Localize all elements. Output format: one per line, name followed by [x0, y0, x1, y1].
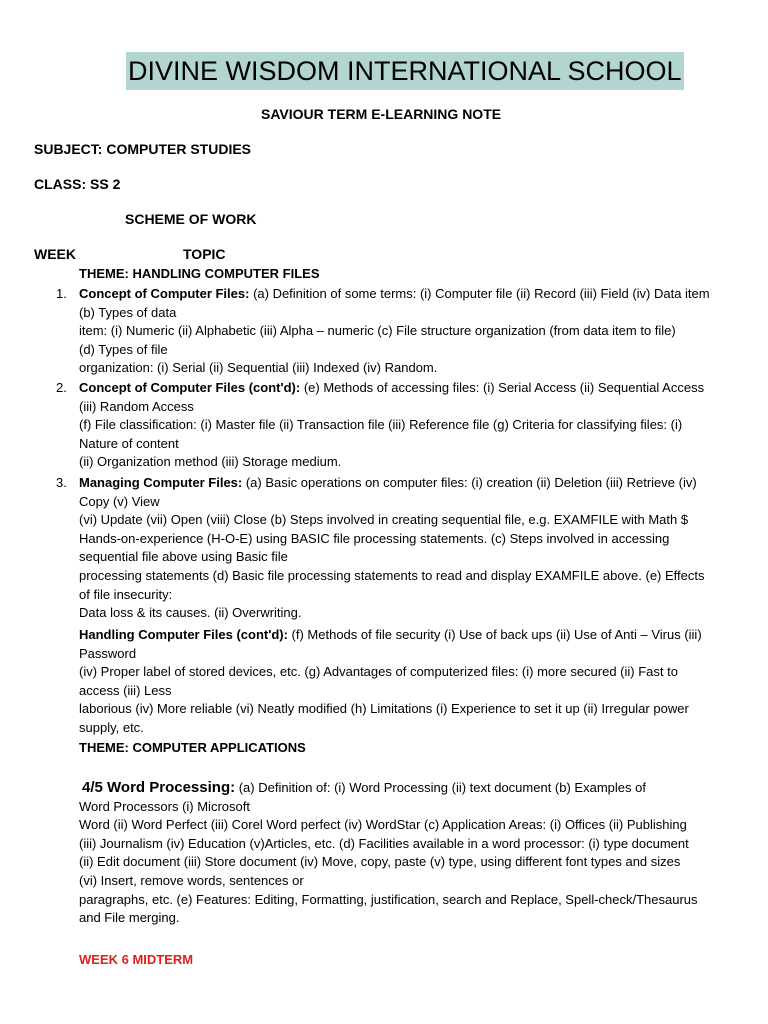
- item-text: processing statements (d) Basic file processing statements to read and display EXAMFILE above. (e) Effects: [79, 567, 705, 583]
- theme-handling-files: THEME: HANDLING COMPUTER FILES: [79, 266, 320, 281]
- item-text: (e) Methods of accessing files: (i) Serial Access (ii) Sequential Access: [300, 380, 705, 395]
- item-text: Copy (v) View: [79, 493, 160, 509]
- item-text: item: (i) Numeric (ii) Alphabetic (iii) Alpha – numeric (c) File structure organization (from data item to file): [79, 323, 676, 339]
- item-text: Hands-on-experience (H-O-E) using BASIC file processing statements. (c) Steps involved in accessing: [79, 530, 670, 546]
- class-line: CLASS: SS 2: [34, 176, 121, 192]
- section-text: (vi) Insert, remove words, sentences or: [79, 872, 304, 888]
- item-text: (b) Types of data: [79, 304, 177, 320]
- item-text: of file insecurity:: [79, 586, 173, 602]
- section-text: and File merging.: [79, 910, 180, 926]
- section-text: access (iii) Less: [79, 682, 172, 698]
- school-name: DIVINE WISDOM INTERNATIONAL SCHOOL: [126, 52, 684, 90]
- subject-line: SUBJECT: COMPUTER STUDIES: [34, 141, 252, 157]
- section-title: 4/5 Word Processing:: [82, 779, 236, 796]
- item-text: Data loss & its causes. (ii) Overwriting.: [79, 605, 302, 621]
- section-text: (ii) Edit document (iii) Store document (iv) Move, copy, paste (v) type, using different font types and sizes: [79, 854, 681, 870]
- item-number: 2.: [56, 380, 67, 395]
- item-text: organization: (i) Serial (ii) Sequential (iii) Indexed (iv) Random.: [79, 360, 438, 376]
- item-text: (ii) Organization method (iii) Storage medium.: [79, 454, 342, 470]
- list-item: [79, 474, 744, 623]
- item-title: Managing Computer Files:: [79, 475, 243, 490]
- word-processing-section: [79, 779, 744, 928]
- section-text: (f) Methods of file security (i) Use of back ups (ii) Use of Anti – Virus (iii): [287, 627, 702, 642]
- item-text: (iii) Random Access: [79, 398, 194, 414]
- section-text: Word (ii) Word Perfect (iii) Corel Word perfect (iv) WordStar (c) Application Areas: (i) Offices (ii) Publishing: [79, 817, 687, 833]
- topic-header: TOPIC: [183, 246, 226, 262]
- item-title: Concept of Computer Files (cont'd):: [79, 380, 301, 395]
- section-text: (iii) Journalism (iv) Education (v)Articles, etc. (d) Facilities available in a word processor: (i) type document: [79, 835, 689, 851]
- item-number: 1.: [56, 286, 67, 301]
- item-number: 3.: [56, 475, 67, 490]
- item-text: (d) Types of file: [79, 341, 168, 357]
- section-text: (a) Definition of: (i) Word Processing (ii) text document (b) Examples of: [235, 780, 646, 795]
- section-text: (iv) Proper label of stored devices, etc. (g) Advantages of computerized files: (i) more secured (ii) Fast to: [79, 664, 678, 680]
- section-title: Handling Computer Files (cont'd):: [79, 627, 288, 642]
- list-item: [79, 285, 744, 378]
- item-text: (f) File classification: (i) Master file (ii) Transaction file (iii) Reference file (g) Criteria for classifying files: (i): [79, 417, 683, 433]
- midterm-label: WEEK 6 MIDTERM: [79, 952, 194, 967]
- note-title: SAVIOUR TERM E-LEARNING NOTE: [261, 106, 502, 122]
- handling-files-section: [79, 626, 744, 738]
- item-text: (a) Definition of some terms: (i) Computer file (ii) Record (iii) Field (iv) Data item: [249, 286, 710, 301]
- section-text: supply, etc.: [79, 719, 144, 735]
- week-header: WEEK: [34, 246, 76, 262]
- item-text: sequential file above using Basic file: [79, 549, 288, 565]
- item-text: (a) Basic operations on computer files: (i) creation (ii) Deletion (iii) Retrieve (iv): [242, 475, 697, 490]
- section-text: Word Processors (i) Microsoft: [79, 798, 250, 814]
- section-text: paragraphs, etc. (e) Features: Editing, Formatting, justification, search and Replace, Spell-check/Thesaurus: [79, 891, 698, 907]
- scheme-title: SCHEME OF WORK: [125, 211, 257, 227]
- item-title: Concept of Computer Files:: [79, 286, 250, 301]
- section-text: laborious (iv) More reliable (vi) Neatly modified (h) Limitations (i) Experience to set it up (ii) Irregular power: [79, 701, 689, 717]
- item-text: Nature of content: [79, 435, 179, 451]
- section-text: Password: [79, 645, 137, 661]
- item-text: (vi) Update (vii) Open (viii) Close (b) Steps involved in creating sequential file, e.g. EXAMFILE with Math $: [79, 512, 689, 528]
- theme-computer-applications: THEME: COMPUTER APPLICATIONS: [79, 740, 306, 755]
- list-item: [79, 379, 744, 472]
